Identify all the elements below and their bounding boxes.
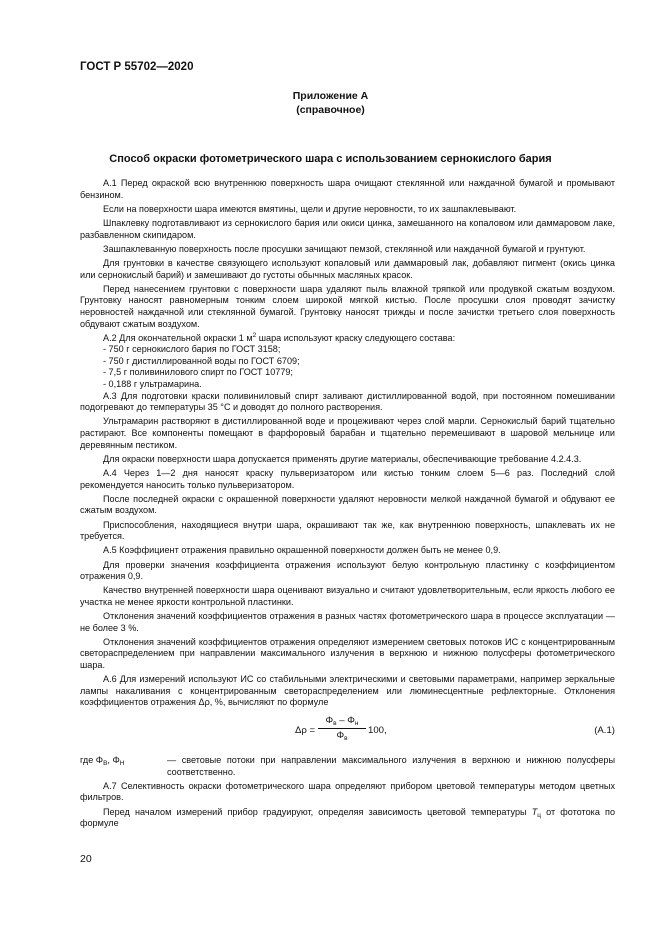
paragraph: Отклонения значений коэффициентов отражения определяют измерением световых потоков ИС с концентрированным светораспределением при направлении максимального излучения в верхнюю и нижнюю полусферы фотометрического шара. <box>80 636 615 671</box>
paragraph: Для окраски поверхности шара допускается применять другие материалы, обеспечивающие требование 4.2.4.3. <box>103 453 582 464</box>
paragraph: А.6 Для измерений используют ИС со стабильными электрическими и световыми параметрами, например зеркальные лампы накаливания с концентрированным светораспределением или люминесцентные рефлекторные. Отклонения коэффициентов отражения Δρ, %, вычисляют по формуле <box>80 674 615 708</box>
a2-sup: 2 <box>252 331 257 339</box>
formula-tail: 100, <box>368 725 387 737</box>
page-number: 20 <box>80 853 92 865</box>
num-phi-a: Φ <box>325 715 334 727</box>
a2-tail: шара используют краску следующего состава: <box>256 332 456 343</box>
formula-fraction <box>318 715 366 741</box>
formula-where <box>80 755 615 778</box>
paragraph: Для проверки значения коэффициента отражения используют белую контрольную пластинку с коэффициентом отражения 0,9. <box>80 559 615 582</box>
list-item: - 0,188 г ультрамарина. <box>103 379 202 390</box>
last-tail: от фототока по формуле <box>80 806 615 829</box>
appendix-title: Приложение А <box>292 90 369 102</box>
where-lead <box>80 755 124 767</box>
formula-a1 <box>80 715 615 747</box>
last-symbol: T <box>531 806 538 817</box>
formula-lhs: Δρ = <box>295 725 316 737</box>
paragraph: Зашпаклеванную поверхность после просушки зачищают пемзой, стеклянной или наждачной бумагой и грунтуют. <box>103 243 586 254</box>
paragraph: Шпаклевку подготавливают из сернокислого бария или окиси цинка, замешанного на копаловом или даммаровом лаке, разбавленном скипидаром. <box>80 217 615 240</box>
paragraph: Перед нанесением грунтовки с поверхности шара удаляют пыль влажной тряпкой или продувкой сжатым воздухом. Грунтовку наносят равномерным тонким слоем широкой мягкой кистью. После просушки слоя проводят зачистку неровностей наждачной или стеклянной бумагой. Грунтовку наносят трижды и после зачистки третьего слоя поверхность обдувают сжатым воздухом. <box>80 283 615 329</box>
paragraph: А.3 Для подготовки краски поливиниловый спирт заливают дистиллированной водой, при постоянном помешивании подогревают до температуры 35 °С и доводят до полного растворения. <box>80 390 615 413</box>
paragraph: Для грунтовки в качестве связующего используют копаловый или даммаровый лак, добавляют пигмент (окись цинка или сернокислый барий) и замешивают до густоты обычных масляных красок. <box>80 257 615 280</box>
list-item: - 750 г дистиллированной воды по ГОСТ 6709; <box>103 355 300 366</box>
where-phi: где Φ <box>80 755 104 766</box>
appendix-subtitle: (справочное) <box>296 104 365 116</box>
num-minus-phi: – Φ <box>336 715 355 727</box>
formula-numerator <box>318 715 366 729</box>
paragraph: А.5 Коэффициент отражения правильно окрашенной поверхности должен быть не менее 0,9. <box>103 545 501 556</box>
paragraph-last <box>80 807 615 830</box>
where-sub1: В <box>103 760 108 768</box>
num-sub-a: в <box>333 720 337 728</box>
where-sub2: Н <box>119 760 125 768</box>
paragraph: А.4 Через 1—2 дня наносят краску пульверизатором или кистью тонким слоем 5—6 раз. Последний слой рекомендуется наносить только пульверизатором. <box>80 468 615 490</box>
document-id-header: ГОСТ Р 55702—2020 <box>80 61 194 73</box>
where-mid: , Φ <box>107 755 120 766</box>
paragraph: Отклонения значений коэффициентов отражения в разных частях фотометрического шара в процессе эксплуатации — не более 3 %. <box>80 611 615 633</box>
den-phi: Φ <box>336 729 345 741</box>
formula-denominator <box>318 729 366 742</box>
paragraph: А.1 Перед окраской всю внутреннюю поверхность шара очищают стеклянной или наждачной бумагой и промывают бензином. <box>80 178 615 200</box>
paragraph: Качество внутренней поверхности шара оценивают визуально и считают удовлетворительным, если яркость любого ее участка не менее яркости контрольной пластинки. <box>80 585 615 607</box>
paragraph-a2 <box>80 333 615 345</box>
num-sub-b: н <box>354 720 359 728</box>
paragraph: После последней окраски с окрашенной поверхности удаляют неровности мелкой наждачной бумагой и обдувают ее сжатым воздухом. <box>80 493 615 516</box>
a2-lead: А.2 Для окончательной окраски 1 м <box>103 332 253 343</box>
last-lead: Перед началом измерений прибор градуируют, определяя зависимость цветовой температуры <box>103 806 532 817</box>
list-item: - 750 г сернокислого бария по ГОСТ 3158; <box>103 344 281 355</box>
paragraph: Ультрамарин растворяют в дистиллированной воде и процеживают через слой марли. Сернокислый барий тщательно растирают. Все компоненты помещают в фарфоровый барабан и тщательно перемешивают в шаровой мельнице или деревянным пестиком. <box>80 416 615 450</box>
where-text: — световые потоки при направлении максимального излучения в верхнюю и нижнюю полусферы соответственно. <box>167 755 615 777</box>
list-item: - 7,5 г поливинилового спирт по ГОСТ 10779; <box>103 367 293 378</box>
body-text <box>80 178 615 830</box>
last-symbol-sub: ц <box>537 811 541 819</box>
den-sub: в <box>344 734 348 742</box>
section-title: Способ окраски фотометрического шара с использованием сернокислого бария <box>109 153 552 165</box>
paragraph: Приспособления, находящиеся внутри шара, окрашивают так же, как внутреннюю поверхность, шпаклевать их не требуется. <box>80 519 615 542</box>
formula-number: (А.1) <box>594 725 615 737</box>
paragraph: А.7 Селективность окраски фотометрического шара определяют прибором цветовой температуры методом цветных фильтров. <box>80 780 615 803</box>
paragraph: Если на поверхности шара имеются вмятины, щели и другие неровности, то их зашпаклевывают. <box>103 203 517 214</box>
